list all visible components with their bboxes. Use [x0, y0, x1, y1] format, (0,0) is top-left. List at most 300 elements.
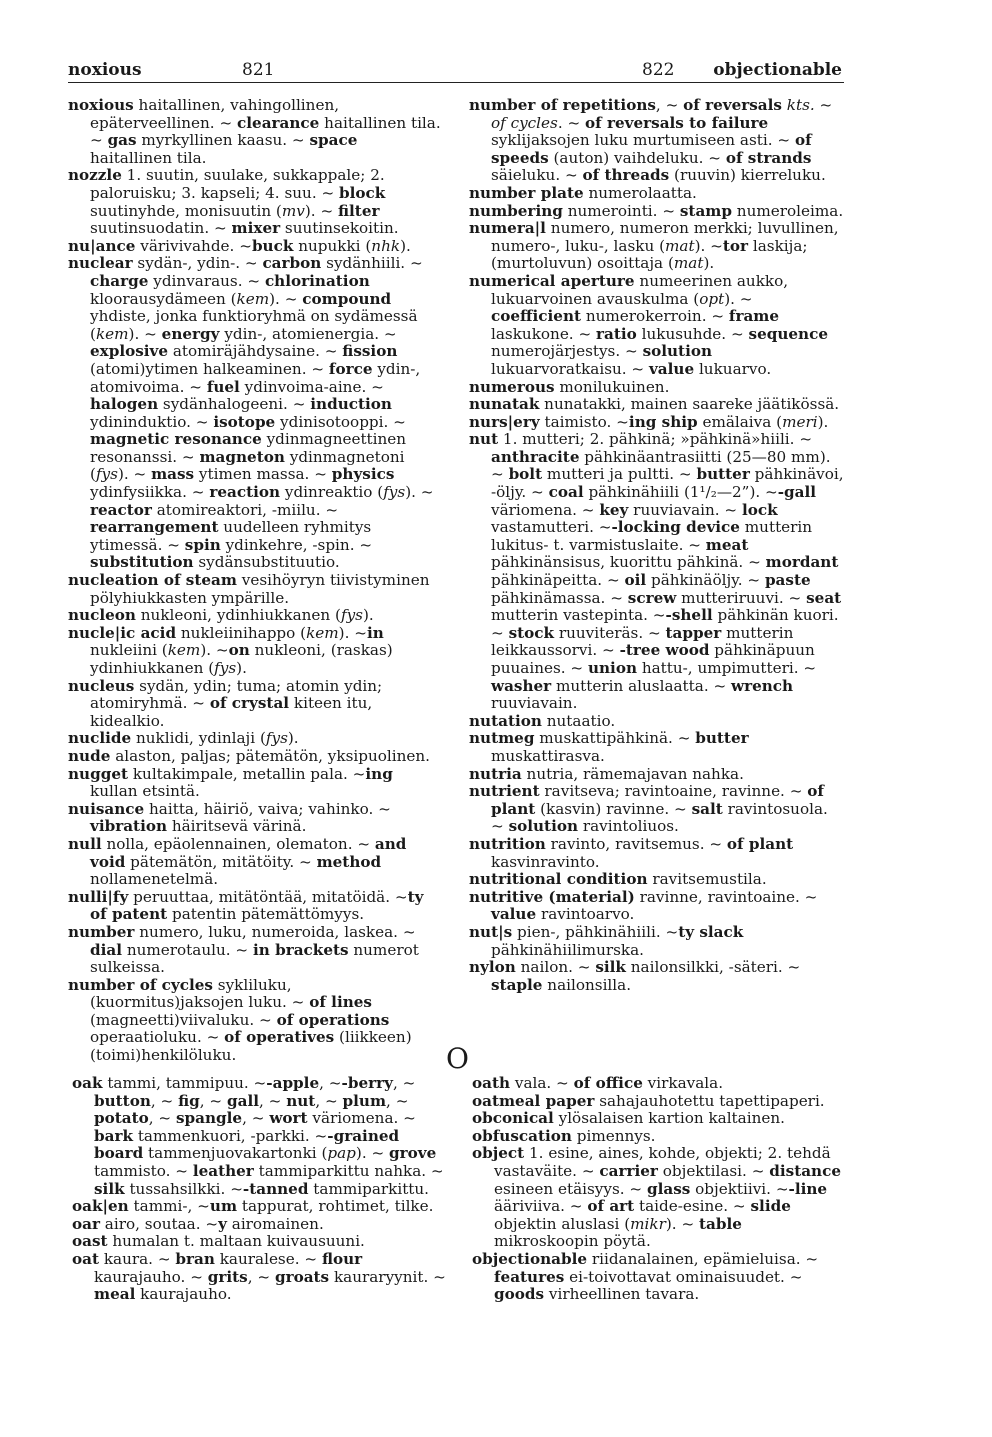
- entry-text: patentin pätemättömyys.: [167, 905, 365, 924]
- entry-headword: nut|s: [469, 922, 513, 941]
- entry-text: numeroleima.: [731, 201, 844, 220]
- entry-text: ravintoliuos.: [578, 817, 679, 836]
- entry-text: ydinfysiikka. ~: [90, 483, 210, 502]
- entry-subterm: glass: [646, 1179, 691, 1198]
- entry-subterm: distance: [769, 1161, 841, 1180]
- entry-subterm: seat: [806, 588, 842, 607]
- entry-text: , ~: [199, 1091, 227, 1110]
- entry-text: värivivahde. ~: [135, 236, 252, 255]
- dictionary-entry: [68, 801, 444, 836]
- entry-text: (magneetti)viivaluku. ~: [90, 1010, 277, 1029]
- entry-field-label: kem: [167, 641, 201, 660]
- entry-text: ravinne, ravintoaine. ~: [634, 887, 818, 906]
- entry-subterm: butter: [696, 465, 750, 484]
- entry-text: ääriviiva. ~: [494, 1197, 588, 1216]
- entry-text: vastamutteri. ~: [491, 518, 612, 537]
- entry-subterm: anthracite: [491, 447, 580, 466]
- dictionary-entry: [469, 203, 845, 221]
- entry-text: haitta, häiriö, vaiva; vahinko. ~: [144, 799, 391, 818]
- entry-text: ). ~: [724, 289, 753, 308]
- dictionary-entry: [469, 871, 845, 889]
- entry-subterm: value: [491, 905, 537, 924]
- entry-text: väriomena. ~: [307, 1109, 416, 1128]
- entry-text: tussahsilkki. ~: [124, 1179, 243, 1198]
- entry-subterm: butter: [695, 729, 749, 748]
- entry-subterm: chlorination: [264, 271, 370, 290]
- entry-headword: number of repetitions: [469, 96, 656, 114]
- dictionary-entry: [469, 959, 845, 994]
- entry-text: virheellinen tavara.: [544, 1285, 700, 1304]
- entry-text: taide-esine. ~: [634, 1197, 751, 1216]
- entry-headword: oast: [72, 1232, 108, 1251]
- entry-text: nuklidi, ydinlaji (: [131, 729, 266, 748]
- entry-text: hattu-, umpimutteri. ~: [637, 659, 817, 677]
- entry-text: 1. mutteri; 2. pähkinä; »pähkinä»hiili. ~: [498, 430, 813, 449]
- entry-text: kauralese. ~: [214, 1249, 322, 1268]
- entry-subterm: salt: [691, 799, 723, 818]
- entry-subterm: coefficient: [491, 307, 582, 326]
- entry-text: myrkyllinen kaasu. ~: [136, 131, 310, 150]
- entry-headword: nutritive (material): [469, 887, 635, 906]
- entry-headword: nuisance: [68, 799, 145, 818]
- entry-headword: null: [68, 834, 102, 853]
- dictionary-entry: [68, 924, 444, 977]
- entry-subterm: of plant: [491, 782, 824, 818]
- entry-subterm: union: [587, 659, 637, 677]
- entry-text: ).: [362, 606, 374, 625]
- entry-subterm: ty slack: [678, 922, 744, 941]
- dictionary-entry: [472, 1251, 848, 1304]
- dictionary-entry: [68, 572, 444, 607]
- entry-text: taimisto. ~: [539, 412, 629, 431]
- entry-subterm: bark: [94, 1126, 133, 1145]
- entry-headword: nunatak: [469, 395, 540, 414]
- entry-text: pimennys.: [571, 1126, 656, 1145]
- entry-subterm: screw: [627, 588, 677, 607]
- dictionary-entry: [68, 889, 444, 924]
- entry-subterm: of reversals: [683, 96, 782, 114]
- entry-text: ).: [236, 659, 247, 677]
- entry-text: operaatioluku. ~: [90, 1028, 225, 1047]
- entry-text: mutteriruuvi. ~: [676, 588, 807, 607]
- dictionary-entry: [469, 924, 845, 959]
- entry-text: atomiräjähdysaine. ~: [168, 342, 343, 361]
- entry-text: numerolaatta.: [583, 183, 697, 202]
- entry-text: laskija; (murtoluvun) osoittaja (: [491, 236, 808, 273]
- entry-text: kaurajauho.: [135, 1285, 232, 1304]
- entry-text: ). ~: [694, 236, 723, 255]
- entry-text: tammenjuovakartonki (: [143, 1144, 328, 1163]
- entry-headword: nutation: [469, 711, 542, 730]
- entry-text: pähkinäöljy. ~: [646, 571, 765, 590]
- entry-subterm: bran: [175, 1249, 215, 1268]
- entry-subterm: and void: [90, 834, 407, 871]
- entry-text: kasvinravinto.: [491, 852, 600, 871]
- entry-subterm: of strands: [725, 148, 812, 167]
- entry-subterm: gas: [107, 131, 137, 150]
- entry-headword: obconical: [472, 1109, 554, 1128]
- header-right-page-number: 822: [642, 60, 675, 80]
- entry-text: (atomi)ytimen halkeaminen. ~: [90, 359, 329, 378]
- entry-field-label: fys: [214, 659, 237, 677]
- entry-text: kultakimpale, metallin pala. ~: [128, 764, 366, 783]
- entry-text: , ~: [150, 1091, 179, 1110]
- entry-text: sydänsubstituutio.: [193, 553, 340, 572]
- entry-text: , ~: [247, 1267, 275, 1286]
- entry-headword: nucleation of steam: [68, 571, 237, 590]
- entry-subterm: stamp: [679, 201, 732, 220]
- entry-subterm: slide: [750, 1197, 791, 1216]
- dictionary-entry: [469, 730, 845, 765]
- entry-subterm: solution: [508, 817, 579, 836]
- dictionary-entry: [68, 766, 444, 801]
- entry-headword: nuclide: [68, 729, 132, 748]
- entry-subterm: of threads: [582, 166, 670, 185]
- entry-text: nukleoni, ydinhiukkanen (: [135, 606, 341, 625]
- entry-text: nolla, epäolennainen, olematon. ~: [101, 834, 375, 853]
- entry-text: tammiparkittu.: [308, 1179, 430, 1198]
- entry-subterm: of operations: [276, 1010, 390, 1029]
- entry-subterm: -shell: [665, 606, 713, 625]
- entry-headword: number of cycles: [68, 975, 213, 994]
- entry-subterm: reaction: [209, 483, 281, 502]
- entry-subterm: silk: [94, 1179, 125, 1198]
- dictionary-entry: [472, 1145, 848, 1251]
- entry-subterm: mass: [151, 465, 195, 484]
- entry-subterm: -grained board: [94, 1126, 400, 1163]
- entry-subterm: dial: [90, 940, 122, 959]
- entry-text: ravitsemustila.: [647, 870, 767, 889]
- entry-headword: object: [472, 1144, 525, 1163]
- entry-subterm: stock: [508, 623, 555, 642]
- entry-subterm: potato: [94, 1109, 149, 1128]
- entry-text: ). ~: [304, 201, 338, 220]
- entry-text: lukuarvo.: [694, 359, 772, 378]
- entry-text: kauraryynit. ~: [329, 1267, 446, 1286]
- entry-field-label: nhk: [371, 236, 401, 255]
- entry-text: ydinisotooppi. ~: [275, 412, 406, 431]
- entry-subterm: wrench: [731, 676, 794, 695]
- entry-field-label: mat: [673, 254, 704, 273]
- entry-text: (liikkeen) (toimi)henkilöluku.: [90, 1028, 412, 1065]
- entry-text: haitallinen, vahingollinen, epäterveellinen. ~: [90, 96, 340, 132]
- entry-text: vesihöyryn tiivistyminen pölyhiukkasten ympärille.: [90, 571, 430, 607]
- dictionary-entry: [68, 625, 444, 678]
- entry-text: nailonsilkki, -säteri. ~: [625, 958, 801, 977]
- entry-text: peruuttaa, mitätöntää, mitatöidä. ~: [128, 887, 408, 906]
- entry-headword: nugget: [68, 764, 129, 783]
- entry-text: sydän, ydin; tuma; atomin ydin; atomiryhmä. ~: [90, 676, 383, 713]
- entry-text: ). ~: [338, 623, 367, 642]
- entry-subterm: features: [494, 1267, 565, 1286]
- entry-text: kiteen itu, kidealkio.: [90, 694, 373, 730]
- dictionary-entry: [68, 255, 444, 572]
- entry-subterm: of operatives: [224, 1028, 335, 1047]
- dictionary-entry: [68, 238, 444, 256]
- entry-headword: numerical aperture: [469, 271, 635, 290]
- entry-text: tammisto. ~: [94, 1161, 193, 1180]
- entry-subterm: of office: [573, 1074, 643, 1092]
- entry-text: numerot sulkeissa.: [90, 940, 419, 977]
- entry-subterm: -tanned: [242, 1179, 309, 1198]
- entry-text: tammenkuori, -parkki. ~: [133, 1126, 328, 1145]
- dictionary-entry: [469, 220, 845, 273]
- entry-subterm: lock: [741, 500, 778, 519]
- entry-text: mikroskoopin pöytä.: [494, 1232, 651, 1251]
- entry-subterm: y: [218, 1214, 227, 1233]
- entry-subterm: ratio: [596, 324, 637, 343]
- entry-text: airomainen.: [226, 1214, 324, 1233]
- entry-field-label: fys: [340, 606, 363, 625]
- entry-subterm: leather: [192, 1161, 254, 1180]
- entry-text: mutterin lukitus- t. varmistuslaite. ~: [491, 518, 813, 554]
- entry-subterm: silk: [595, 958, 626, 977]
- entry-headword: number plate: [469, 183, 584, 202]
- entry-text: ravinto, ravitsemus. ~: [545, 834, 727, 853]
- entry-headword: nutria: [469, 764, 522, 783]
- section-letter-heading: O: [446, 1042, 469, 1075]
- entry-subterm: sequence: [748, 324, 829, 343]
- entry-text: ). ~: [128, 324, 162, 343]
- dictionary-entry: [469, 713, 845, 731]
- entry-text: nutaatio.: [541, 711, 616, 730]
- entry-headword: nude: [68, 746, 111, 765]
- dictionary-entry: [469, 97, 845, 185]
- dictionary-entry: [68, 678, 444, 731]
- entry-text: pähkinän kuori. ~: [491, 606, 839, 642]
- entry-text: ravintosuola. ~: [491, 799, 828, 836]
- entry-field-label: kem: [306, 623, 339, 642]
- entry-text: nukleiini (: [90, 641, 168, 660]
- entry-text: , ~: [148, 1109, 176, 1128]
- entry-text: ).: [287, 729, 299, 748]
- entry-text: nupukki (: [293, 236, 372, 255]
- entry-field-label: fys: [383, 483, 406, 502]
- entry-text: humalan t. maltaan kuivausuuni.: [107, 1232, 365, 1251]
- entry-text: nukleoni, (raskas) ydinhiukkanen (: [90, 641, 393, 677]
- entry-headword: nucleus: [68, 676, 135, 695]
- entry-text: lukusuhde. ~: [636, 324, 749, 343]
- entry-text: ruuviavain. ~: [628, 500, 742, 519]
- entry-subterm: tapper: [665, 623, 722, 642]
- entry-text: . ~: [557, 113, 586, 132]
- entry-text: ~: [814, 96, 833, 114]
- entry-text: numerojärjestys. ~: [491, 342, 643, 361]
- entry-text: sydänhalogeeni. ~: [158, 395, 311, 414]
- dictionary-entry: [72, 1198, 448, 1216]
- entry-headword: oath: [472, 1074, 511, 1092]
- entry-subterm: fuel: [206, 377, 240, 396]
- entry-text: uudelleen ryhmitys ytimessä. ~: [90, 518, 372, 554]
- entry-subterm: space: [309, 131, 358, 150]
- entry-text: syklijaksojen luku murtumiseen asti. ~: [491, 131, 795, 150]
- entry-headword: oatmeal paper: [472, 1091, 595, 1110]
- entry-text: kaura. ~: [99, 1249, 176, 1268]
- entry-headword: nylon: [469, 958, 516, 977]
- entry-text: nollamenetelmä.: [90, 870, 219, 889]
- entry-text: tammiparkittu nahka. ~: [253, 1161, 444, 1180]
- entry-headword: nutritional condition: [469, 870, 648, 889]
- entry-subterm: block: [339, 183, 386, 202]
- entry-subterm: wort: [269, 1109, 308, 1128]
- entry-subterm: -gall: [777, 483, 817, 502]
- column-right-o: [472, 1075, 848, 1304]
- entry-text: pien-, pähkinähiili. ~: [512, 922, 679, 941]
- entry-text: nutria, rämemajavan nahka.: [521, 764, 744, 783]
- entry-subterm: washer: [491, 676, 552, 695]
- entry-text: , ~: [242, 1109, 270, 1128]
- entry-text: lukuarvoratkaisu. ~: [491, 359, 649, 378]
- entry-field-label: kem: [236, 289, 270, 308]
- entry-subterm: of lines: [309, 993, 372, 1012]
- dictionary-entry: [469, 783, 845, 836]
- entry-headword: objectionable: [472, 1249, 588, 1268]
- entry-subterm: -line: [788, 1179, 828, 1198]
- entry-subterm: plum: [342, 1091, 387, 1110]
- entry-subterm: substitution: [90, 553, 194, 572]
- entry-text: ruuviteräs. ~: [554, 623, 666, 642]
- entry-subterm: gall: [226, 1091, 259, 1110]
- entry-text: virkavala.: [642, 1074, 724, 1092]
- entry-text: ydinmagneettinen resonanssi. ~: [90, 430, 407, 466]
- entry-subterm: in: [366, 623, 384, 642]
- dictionary-entry: [72, 1233, 448, 1251]
- entry-text: pähkinäantrasiitti (25—80 mm). ~: [491, 447, 831, 484]
- entry-field-label: fys: [95, 465, 118, 484]
- entry-text: airo, soutaa. ~: [99, 1214, 219, 1233]
- entry-subterm: carrier: [599, 1161, 658, 1180]
- dictionary-entry: [469, 836, 845, 871]
- entry-field-label: fys: [265, 729, 288, 748]
- entry-subterm: rearrangement: [90, 518, 219, 537]
- entry-text: ).: [400, 236, 411, 255]
- entry-text: muskattipähkinä. ~: [534, 729, 696, 748]
- entry-text: , ~: [392, 1074, 416, 1092]
- entry-subterm: solution: [642, 342, 713, 361]
- entry-text: sahajauhotettu tapettipaperi.: [594, 1091, 825, 1110]
- entry-text: mutteri ja pultti. ~: [542, 465, 697, 484]
- entry-text: haitallinen tila. ~: [90, 113, 441, 150]
- entry-text: ). ~: [665, 1214, 700, 1233]
- dictionary-entry: [469, 379, 845, 397]
- entry-subterm: spangle: [175, 1109, 243, 1128]
- entry-text: kullan etsintä.: [90, 782, 200, 801]
- dictionary-entry: [72, 1251, 448, 1304]
- entry-subterm: clearance: [237, 113, 320, 132]
- entry-text: riidanalainen, epämieluisa. ~: [587, 1249, 819, 1268]
- entry-headword: oar: [72, 1214, 100, 1233]
- entry-text: pätemätön, mitätöity. ~: [125, 852, 317, 871]
- entry-subterm: groats: [274, 1267, 330, 1286]
- entry-field-label: mat: [665, 236, 695, 255]
- entry-text: , ~: [655, 96, 684, 114]
- entry-text: atomireaktori, -miilu. ~: [151, 500, 339, 519]
- dictionary-entry: [469, 889, 845, 924]
- entry-subterm: mixer: [231, 219, 281, 238]
- dictionary-entry: [72, 1216, 448, 1234]
- entry-text: objektin aluslasi (: [494, 1214, 631, 1233]
- entry-text: pähkinäpuun puuaines. ~: [491, 641, 815, 677]
- entry-field-label: meri: [782, 412, 818, 431]
- entry-text: ). ~: [355, 1144, 390, 1163]
- dictionary-entry: [472, 1093, 848, 1111]
- entry-subterm: -berry: [341, 1074, 393, 1092]
- entry-subterm: spin: [184, 535, 221, 554]
- entry-text: ). ~: [200, 641, 229, 660]
- entry-text: alaston, paljas; pätemätön, yksipuolinen.: [110, 746, 430, 765]
- entry-text: mutterin aluslaatta. ~: [551, 676, 732, 695]
- entry-text: tammi, tammipuu. ~: [102, 1074, 267, 1092]
- entry-subterm: tor: [722, 236, 749, 255]
- entry-text: kaurajauho. ~: [94, 1267, 208, 1286]
- entry-text: häiritsevä värinä.: [167, 817, 307, 836]
- entry-subterm: bolt: [508, 465, 543, 484]
- entry-text: ruuviavain.: [491, 694, 578, 713]
- entry-subterm: of art: [587, 1197, 635, 1216]
- entry-text: ydinreaktio (: [280, 483, 384, 502]
- entry-subterm: in brackets: [252, 940, 349, 959]
- header-left-word: noxious: [68, 60, 142, 80]
- entry-text: suutinyhde, monisuutin (: [90, 201, 282, 220]
- entry-text: suutinsuodatin. ~: [90, 219, 232, 238]
- entry-text: ydinvaraus. ~: [148, 271, 265, 290]
- entry-subterm: um: [209, 1197, 238, 1216]
- entry-subterm: isotope: [213, 412, 276, 431]
- entry-subterm: button: [94, 1091, 151, 1110]
- dictionary-entry: [469, 185, 845, 203]
- entry-text: 1. esine, aines, kohde, objekti; 2. tehdä vastaväite. ~: [494, 1144, 831, 1180]
- entry-text: yhdiste, jonka funktioryhmä on sydämessä (: [90, 307, 418, 343]
- dictionary-entry: [472, 1128, 848, 1146]
- entry-text: (auton) vaihdeluku. ~: [548, 148, 726, 167]
- entry-headword: number: [68, 922, 135, 941]
- entry-headword: numera|l: [469, 219, 546, 238]
- entry-text: mutterin vastepinta. ~: [491, 606, 666, 625]
- entry-text: (kasvin) ravinne. ~: [535, 799, 692, 818]
- entry-text: ). ~: [269, 289, 303, 308]
- dictionary-entry: [469, 766, 845, 784]
- entry-text: sydänhiili. ~: [321, 254, 423, 273]
- entry-subterm: fig: [178, 1091, 200, 1110]
- entry-text: sykliluku, (kuormitus)jaksojen luku. ~: [90, 975, 310, 1012]
- entry-subterm: grove: [389, 1144, 437, 1163]
- entry-subterm: meat: [705, 535, 749, 554]
- entry-text: monilukuinen.: [554, 377, 670, 396]
- entry-text: ). ~: [405, 483, 434, 502]
- entry-subterm: coal: [548, 483, 584, 502]
- entry-text: nailon. ~: [515, 958, 596, 977]
- entry-subterm: of crystal: [209, 694, 290, 713]
- entry-text: numero, luku, numeroida, laskea. ~: [134, 922, 416, 941]
- entry-text: numerokerroin. ~: [581, 307, 729, 326]
- dictionary-entry: [68, 748, 444, 766]
- dictionary-entry: [68, 167, 444, 237]
- entry-headword: nurs|ery: [469, 412, 540, 431]
- entry-text: väriomena. ~: [491, 500, 600, 519]
- header-right-word: objectionable: [713, 60, 842, 80]
- entry-subterm: grits: [207, 1267, 248, 1286]
- entry-text: pähkinähiilimurska.: [491, 940, 644, 959]
- dictionary-entry: [469, 273, 845, 379]
- dictionary-entry: [68, 607, 444, 625]
- entry-subterm: table: [699, 1214, 742, 1233]
- entry-text: ylösalaisen kartion kaltainen.: [553, 1109, 785, 1128]
- entry-text: ydin-, atomivoima. ~: [90, 359, 421, 396]
- entry-text: mutterin leikkaussorvi. ~: [491, 623, 794, 660]
- entry-field-label: kem: [95, 324, 129, 343]
- entry-text: 1. suutin, suulake, sukkappale; 2. paloruisku; 3. kapseli; 4. suu. ~: [90, 166, 385, 202]
- header-left-page-number: 821: [242, 60, 275, 80]
